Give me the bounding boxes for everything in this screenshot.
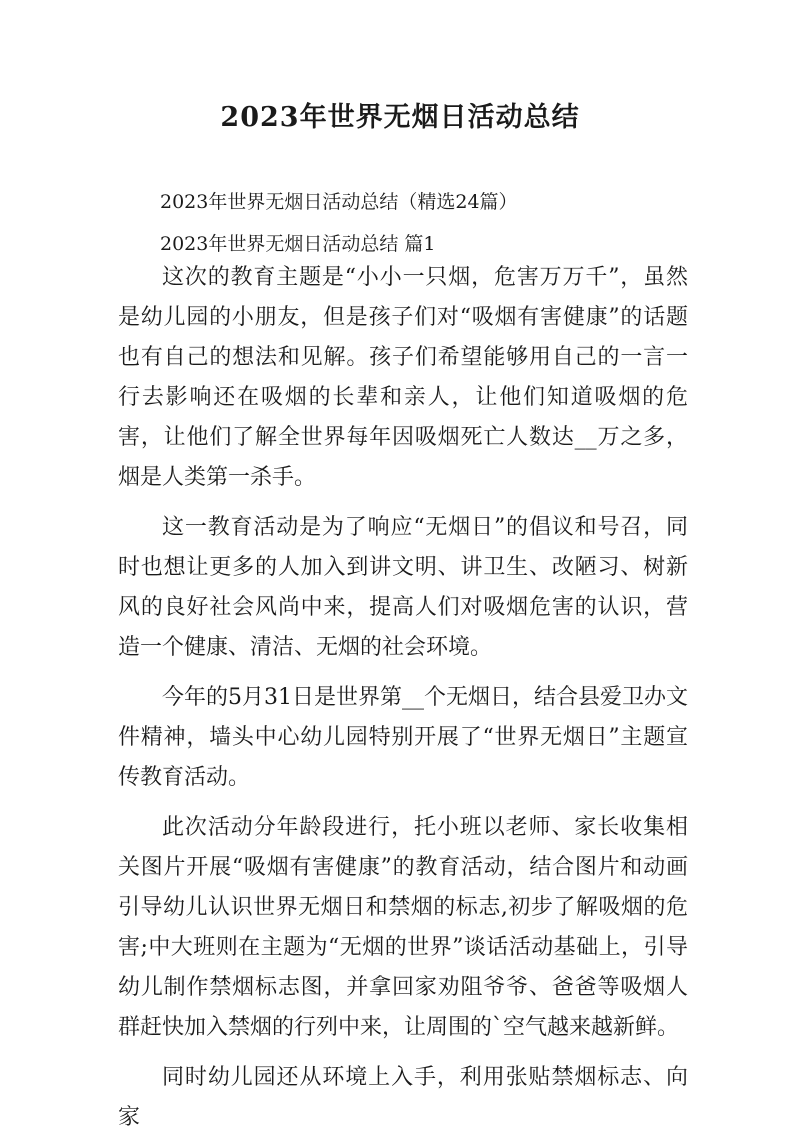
paragraph: 这一教育活动是为了响应“无烟日”的倡议和号召，同时也想让更多的人加入到讲文明、讲卫生、改陋习、树新风的良好社会风尚中来，提高人们对吸烟危害的认识，营造一个健康、清洁、无烟的社会环境。 (118, 515, 688, 660)
paragraph: 此次活动分年龄段进行，托小班以老师、家长收集相关图片开展“吸烟有害健康”的教育活动，结合图片和动画引导幼儿认识世界无烟日和禁烟的标志,初步了解吸烟的危害;中大班则在主题为“无烟的世界”谈话活动基础上，引导幼儿制作禁烟标志图，并拿回家劝阻爷爷、爸爸等吸烟人群赶快加入禁烟的行列中来，让周围的`空气越来越新鲜。 (118, 815, 688, 1040)
paragraph: 同时幼儿园还从环境上入手，利用张贴禁烟标志、向家 (118, 1065, 688, 1130)
document-subtitle: 2023年世界无烟日活动总结（精选24篇） (160, 191, 518, 213)
paragraph: 今年的5月31日是世界第__个无烟日，结合县爱卫办文件精神，墙头中心幼儿园特别开展了“世界无烟日”主题宣传教育活动。 (118, 685, 688, 790)
document-title: 2023年世界无烟日活动总结 (220, 102, 580, 133)
paragraph: 这次的教育主题是“小小一只烟，危害万万千”，虽然是幼儿园的小朋友，但是孩子们对“吸烟有害健康”的话题也有自己的想法和见解。孩子们希望能够用自己的一言一行去影响还在吸烟的长辈和亲人，让他们知道吸烟的危害，让他们了解全世界每年因吸烟死亡人数达__万之多，烟是人类第一杀手。 (118, 265, 688, 490)
document-body (118, 258, 688, 1138)
section-heading: 2023年世界无烟日活动总结 篇1 (160, 233, 436, 255)
